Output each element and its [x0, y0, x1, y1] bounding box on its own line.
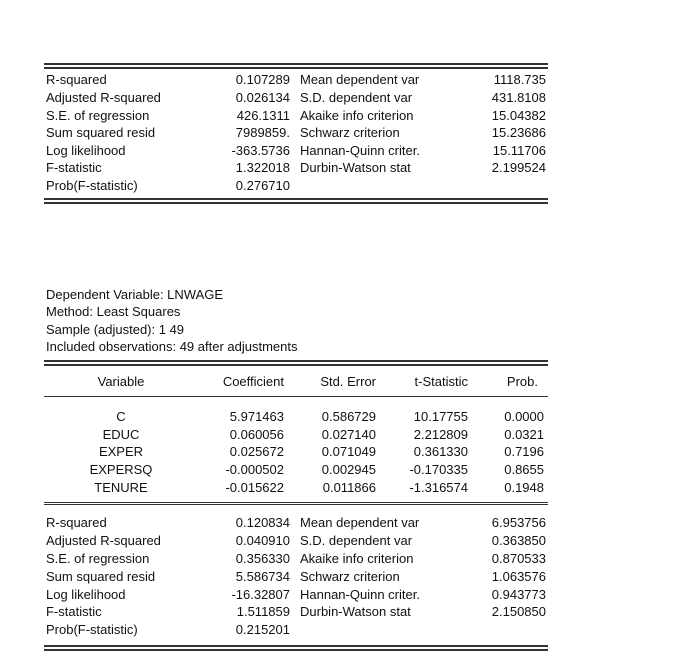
coef-variable: EXPER [98, 444, 144, 459]
stats2-label: S.E. of regression [46, 551, 150, 566]
stats2-value2: 2.150850 [491, 604, 546, 619]
coef-std-error: 0.027140 [321, 427, 376, 442]
coef-coefficient: -0.000502 [225, 462, 284, 477]
coef-coefficient: 5.971463 [229, 409, 284, 424]
stats2-value2: 1.063576 [491, 569, 546, 584]
stats2-label: Log likelihood [46, 587, 126, 602]
coef-t-stat: -1.316574 [409, 480, 468, 495]
stats2-value2: 0.363850 [491, 533, 546, 548]
stats1-value: -363.5736 [231, 143, 290, 158]
coef-coefficient: 0.060056 [229, 427, 284, 442]
stats2-label2: Mean dependent var [300, 515, 420, 530]
coef-prob: 0.1948 [504, 480, 544, 495]
stats1-label2: Mean dependent var [300, 72, 420, 87]
stats2-label: R-squared [46, 515, 107, 530]
coef-bottom-rule [44, 502, 548, 505]
stats1-value2: 15.23686 [491, 125, 546, 140]
coef-std-error: 0.011866 [322, 480, 376, 495]
coef-t-stat: -0.170335 [409, 462, 468, 477]
stats2-label2: Durbin-Watson stat [300, 604, 411, 619]
stats2-value: 0.120834 [235, 515, 290, 530]
stats2-label2: S.D. dependent var [300, 533, 413, 548]
coef-prob: 0.0000 [504, 409, 544, 424]
stats1-value2: 15.04382 [491, 108, 546, 123]
stats2-value: 0.040910 [235, 533, 290, 548]
coef-variable: C [116, 409, 126, 424]
stats2-value: 5.586734 [235, 569, 290, 584]
coef-prob: 0.7196 [504, 444, 544, 459]
stats1-bottom-rule [44, 198, 548, 204]
coef-header-rule [44, 396, 548, 397]
stats2-value2: 0.870533 [491, 551, 546, 566]
stats2-label2: Schwarz criterion [300, 569, 400, 584]
stats1-label2: Schwarz criterion [300, 125, 400, 140]
stats2-value2: 6.953756 [491, 515, 546, 530]
coef-coefficient: -0.015622 [225, 480, 284, 495]
stats1-label: F-statistic [46, 160, 102, 175]
coef-t-stat: 2.212809 [413, 427, 468, 442]
coef-std-error: 0.071049 [321, 444, 376, 459]
stats1-value: 426.1311 [236, 108, 290, 123]
stats1-label: Sum squared resid [46, 125, 156, 140]
coef-prob: 0.0321 [504, 427, 544, 442]
coef-coefficient: 0.025672 [229, 444, 284, 459]
stats1-label: R-squared [46, 72, 107, 87]
coef-std-error: 0.586729 [321, 409, 376, 424]
stats1-value2: 15.11706 [492, 143, 546, 158]
stats1-label2: Hannan-Quinn criter. [300, 143, 420, 158]
stats1-label: Adjusted R-squared [46, 90, 161, 105]
stats1-label: Prob(F-statistic) [46, 178, 138, 193]
stats1-label: Log likelihood [46, 143, 126, 158]
sample: Sample (adjusted): 1 49 [46, 322, 185, 337]
stats1-top-rule [44, 63, 548, 69]
stats1-label: S.E. of regression [46, 108, 150, 123]
stats2-value: -16.32807 [231, 587, 290, 602]
stats2-label: Sum squared resid [46, 569, 156, 584]
stats1-value2: 2.199524 [491, 160, 546, 175]
stats1-label2: Durbin-Watson stat [300, 160, 411, 175]
stats1-value: 7989859. [235, 125, 290, 140]
method: Method: Least Squares [46, 304, 181, 319]
coef-prob: 0.8655 [504, 462, 544, 477]
stats1-value: 0.276710 [235, 178, 290, 193]
stats1-value2: 431.8108 [491, 90, 546, 105]
stats2-value: 0.215201 [235, 622, 290, 637]
header-coefficient: Coefficient [222, 374, 284, 389]
coef-t-stat: 0.361330 [413, 444, 468, 459]
stats1-value2: 1118.735 [493, 72, 546, 87]
stats2-value2: 0.943773 [491, 587, 546, 602]
stats1-label2: Akaike info criterion [300, 108, 414, 123]
coef-variable: EDUC [102, 427, 140, 442]
stats2-value: 1.511859 [236, 604, 290, 619]
stats2-label: Adjusted R-squared [46, 533, 161, 548]
stats2-label2: Akaike info criterion [300, 551, 414, 566]
coef-std-error: 0.002945 [321, 462, 376, 477]
stats2-label: F-statistic [46, 604, 102, 619]
stats2-label2: Hannan-Quinn criter. [300, 587, 420, 602]
header-variable: Variable [97, 374, 145, 389]
dependent-variable: Dependent Variable: LNWAGE [46, 287, 224, 302]
stats1-value: 0.107289 [235, 72, 290, 87]
coef-top-rule [44, 360, 548, 366]
header-t-statistic: t-Statistic [414, 374, 468, 389]
stats2-bottom-rule [44, 645, 548, 651]
stats1-label2: S.D. dependent var [300, 90, 413, 105]
coef-variable: TENURE [94, 480, 148, 495]
stats2-label: Prob(F-statistic) [46, 622, 138, 637]
stats1-value: 0.026134 [235, 90, 290, 105]
header-std-error: Std. Error [320, 374, 376, 389]
header-prob: Prob. [506, 374, 538, 389]
stats1-value: 1.322018 [235, 160, 290, 175]
coef-variable: EXPERSQ [89, 462, 153, 477]
included-observations: Included observations: 49 after adjustments [46, 339, 298, 354]
stats2-value: 0.356330 [235, 551, 290, 566]
coef-t-stat: 10.17755 [413, 409, 468, 424]
